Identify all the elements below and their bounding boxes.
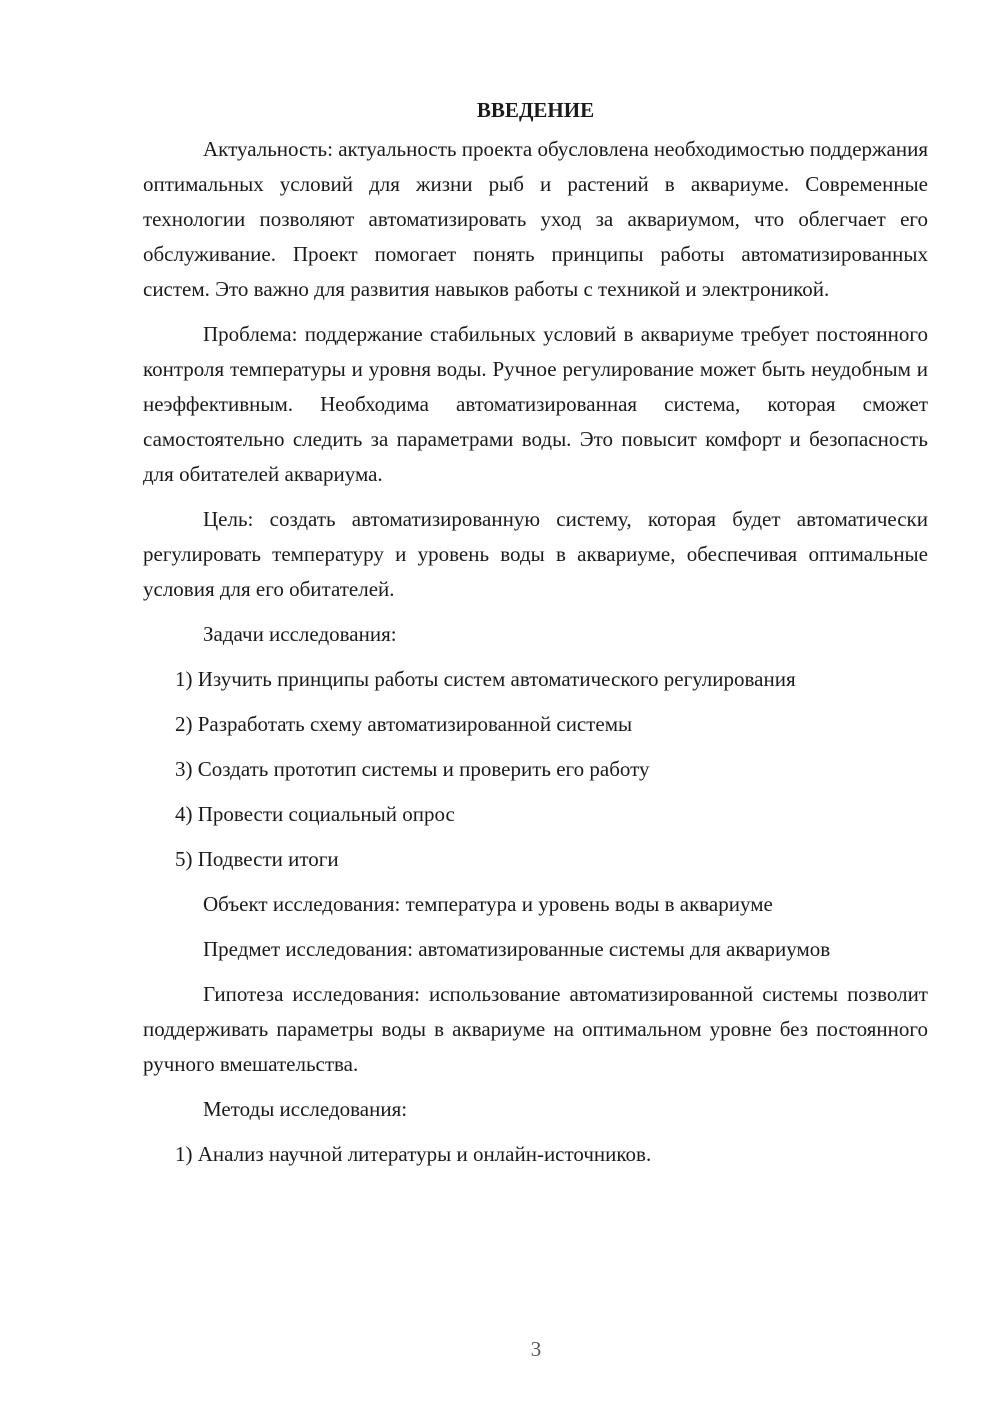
hypothesis-paragraph: Гипотеза исследования: использование автоматизированной системы позволит поддерживать параметры воды в аквариуме на оптимальном уровне без постоянного ручного вмешательства.: [143, 982, 928, 1076]
method-item-1: 1) Анализ научной литературы и онлайн-источников.: [175, 1142, 652, 1166]
relevance-paragraph: Актуальность: актуальность проекта обусловлена необходимостью поддержания оптимальных условий для жизни рыб и растений в аквариуме. Современные технологии позволяют автоматизировать уход за аквариумом, что облегчает его обслуживание. Проект помогает понять принципы работы автоматизированных систем. Это важно для развития навыков работы с техникой и электроникой.: [143, 137, 928, 301]
task-item-4: 4) Провести социальный опрос: [175, 802, 455, 826]
task-item-2: 2) Разработать схему автоматизированной системы: [175, 712, 633, 736]
problem-paragraph: Проблема: поддержание стабильных условий в аквариуме требует постоянного контроля температуры и уровня воды. Ручное регулирование может быть неудобным и неэффективным. Необходима автоматизированная система, которая сможет самостоятельно следить за параметрами воды. Это повысит комфорт и безопасность для обитателей аквариума.: [143, 322, 928, 486]
task-item-5: 5) Подвести итоги: [175, 847, 339, 871]
object-paragraph: Объект исследования: температура и уровень воды в аквариуме: [203, 892, 773, 916]
goal-paragraph: Цель: создать автоматизированную систему, которая будет автоматически регулировать температуру и уровень воды в аквариуме, обеспечивая оптимальные условия для его обитателей.: [143, 507, 928, 601]
task-item-3: 3) Создать прототип системы и проверить его работу: [175, 757, 650, 781]
page-content: [143, 92, 928, 1182]
tasks-label: Задачи исследования:: [203, 622, 397, 646]
section-title: ВВЕДЕНИЕ: [476, 98, 595, 122]
methods-label: Методы исследования:: [203, 1097, 408, 1121]
subject-paragraph: Предмет исследования: автоматизированные системы для аквариумов: [203, 937, 831, 961]
page-number: 3: [530, 1337, 542, 1361]
task-item-1: 1) Изучить принципы работы систем автоматического регулирования: [175, 667, 796, 691]
